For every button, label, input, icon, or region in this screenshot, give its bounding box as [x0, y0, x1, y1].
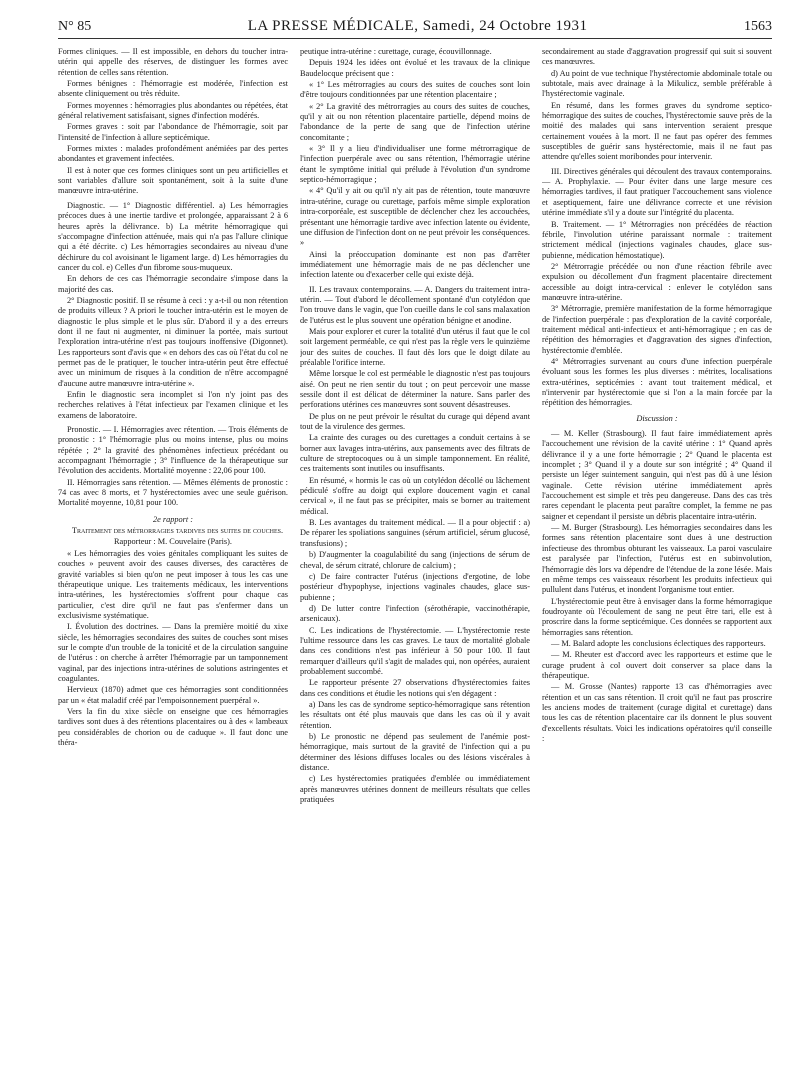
- paragraph: secondairement au stade d'aggravation progressif qui suit si souvent ces manœuvres.: [542, 47, 772, 67]
- paragraph: III. Directives générales qui découlent des travaux contemporains. — A. Prophylaxie. — Pour éviter dans une large mesure ces hémorragies tardives, il faut pratiquer l'accouchement sans violence et aseptiquement, faire une délivrance correcte et une révision utérine immédiate s'il y a doute sur l'intégrité du placenta.: [542, 166, 772, 218]
- paragraph: « 2° La gravité des métrorragies au cours des suites de couches, qu'il y ait ou non rétention placentaire partielle, dépend moins de l'abondance de la perte de sang que de l'infection utérine concomitante ;: [300, 101, 530, 142]
- paragraph: I. Évolution des doctrines. — Dans la première moitié du xixe siècle, les hémorragies secondaires des suites de couches sont mises sur le compte d'un trouble de la tonicité et de la circulation sanguine de l'utérus : on cherche à arrêter l'hémorragie par un tamponnement vaginal, par des injections intra-utérines de solutions astringentes et coagulantes.: [58, 622, 288, 683]
- section-label: 2e rapport :: [152, 514, 194, 524]
- column-2: [300, 47, 530, 1087]
- paragraph: a) Dans les cas de syndrome septico-hémorragique sans rétention les résultats ont été plus mauvais que dans les cas où il y avait rétention.: [300, 699, 530, 730]
- page-number: 1563: [743, 19, 772, 34]
- paragraph: 3° Métrorragie, première manifestation de la forme hémorragique de l'infection puerpérale : pas d'exploration de la cavité corporéale, traitement médical anti-infectieux et anti-hémorragique ; en cas de répétition des hémorragies et d'aggravation des signes d'infection, hystérectomie d'emblée.: [542, 304, 772, 355]
- rapporteur-line: Rapporteur : M. Couvelaire (Paris).: [114, 537, 232, 547]
- paragraph: B. Les avantages du traitement médical. — Il a pour objectif : a) De réparer les spoliations sanguines (sérum artificiel, sérum glucosé, transfusions) ;: [300, 518, 530, 548]
- paragraph: Hervieux (1870) admet que ces hémorragies sont conditionnées par un « état maladif créé par l'empoisonnement puerpéral ».: [58, 685, 288, 705]
- paragraph: 2° Diagnostic positif. Il se résume à ceci : y a-t-il ou non rétention de produits villeux ? A priori le toucher intra-utérin est le moyen de diagnostic le plus simple et le plus sûr. D'abord il y a des erreurs dont il ne faut ni augmenter, ni diminuer la portée, mais surtout l'exploration intra-utérine n'est pas toujours inoffensive (Digonnet). Les rapporteurs sont d'avis que « en dehors des cas où l'état du col ne permet pas de le pratiquer, le toucher intra-utérin peut être effectué avec un minimum de risques à la condition de n'être accompagné d'aucune autre manœuvre intra-utérine ».: [58, 295, 288, 388]
- paragraph: — M. Rheuter est d'accord avec les rapporteurs et estime que le curage prudent à col ouvert doit conserver sa place dans la thérapeutique.: [542, 650, 772, 680]
- paragraph: L'hystérectomie peut être à envisager dans la forme hémorragique foudroyante où l'écoulement de sang ne peut être tari, elle est à proscrire dans la forme septicémique. Ces données se rapportent aux hémorragies sans rétention.: [542, 596, 772, 637]
- paragraph: b) D'augmenter la coagulabilité du sang (injections de sérum de cheval, de sérum citraté, chlorure de calcium) ;: [300, 550, 530, 570]
- paragraph: « 3° Il y a lieu d'individualiser une forme métrorragique de l'infection puerpérale avec ou sans rétention, l'hémorragie utérine étant le symptôme initial qui prélude à l'évolution d'un syndrome septico-hémorragique ;: [300, 144, 530, 185]
- paragraph: Formes graves : soit par l'abondance de l'hémorragie, soit par l'intensité de l'infection à allure septicémique.: [58, 122, 288, 142]
- paragraph: B. Traitement. — 1° Métrorragies non précédées de réaction fébrile, l'involution utérine paraissant normale : traitement strictement médical (injections vaginales chaudes, glace sus-pubienne, médication hémostatique).: [542, 219, 772, 260]
- column-3: [542, 47, 772, 1087]
- paragraph: Ainsi la préoccupation dominante est non pas d'arrêter immédiatement une hémorragie mais de ne pas déclencher une infection latente ou d'exacerber celle qui existe déjà.: [300, 249, 530, 280]
- paragraph: Formes cliniques. — Il est impossible, en dehors du toucher intra-utérin qui appelle des réserves, de distinguer les formes avec rétention de celles sans rétention.: [58, 47, 288, 77]
- paragraph: En dehors de ces cas l'hémorragie secondaire s'impose dans la majorité des cas.: [58, 274, 288, 294]
- paragraph: — M. Balard adopte les conclusions éclectiques des rapporteurs.: [551, 638, 766, 648]
- paragraph: — M. Grosse (Nantes) rapporte 13 cas d'hémorragies avec rétention et un cas sans rétention. Il croit qu'il ne faut pas proscrire les anciens modes de traitement (curage digital et curettage) dans tous les cas de rétention placentaire car ils donnent le plus souvent d'excellents résultats. Voici les indications opératoires qu'il conseille :: [542, 682, 772, 743]
- paragraph: Même lorsque le col est perméable le diagnostic n'est pas toujours aisé. On peut ne rien sentir du tout ; on peut percevoir une masse sessile dont il est délicat de déterminer la nature. Sans parler des perforations utérines ces manœuvres sont souvent désastreuses.: [300, 369, 530, 410]
- section-title: Traitement des métrorragies tardives des suites de couches.: [71, 526, 284, 536]
- paragraph: — M. Keller (Strasbourg). Il faut faire immédiatement après l'accouchement une révision de la cavité utérine : 1° Quand après délivrance il y a une forte hémorragie ; 2° Quand le placenta est incomplet ; 3° Quand il y a doute sur son intégrité ; 4° Quand il persiste un léger suintement sanguin, qui n'est pas dû à une lésion vaginale. Cette révision utérine immédiatement après l'accouchement est simple et très peu dangereuse. Dans des cas très rares cependant le placenta peut paraître complet, la femme ne pas saigner et cependant il persiste un débris placentaire intra-utérin.: [542, 429, 772, 521]
- paragraph: — M. Burger (Strasbourg). Les hémorragies secondaires dans les formes sans rétention placentaire sont dues à une destruction infectieuse des thrombus obturant les vaisseaux. La paroi vasculaire est paralysée par l'infection, l'utérus est en subinvolution, l'hémorragie dès lors va dépendre de l'étendue de la zone lésée. Mais en même temps ces vaisseaux résorbent les produits infectieux qui pullulent dans l'utérus, et inondent l'organisme tout entier.: [542, 523, 772, 595]
- paragraph: Enfin le diagnostic sera incomplet si l'on n'y joint pas des recherches relatives à l'état infectieux par l'examen clinique et les examens de laboratoire.: [58, 390, 288, 420]
- journal-title: LA PRESSE MÉDICALE, Samedi, 24 Octobre 1931: [247, 18, 588, 34]
- paragraph: « 4° Qu'il y ait ou qu'il n'y ait pas de rétention, toute manœuvre intra-utérine, curage ou curettage, parfois même simple exploration intra-corporéale, est susceptible de déclencher chez les accouchées, présentant une hémorragie tardive avec infection latente ou évidente, une diffusion de l'infection dont on ne peut prévoir les conséquences. »: [300, 186, 530, 248]
- paragraph: d) Au point de vue technique l'hystérectomie abdominale totale ou subtotale, mais avec drainage à la Mikulicz, semble préférable à l'hystérectomie vaginale.: [542, 68, 772, 99]
- paragraph: Mais pour explorer et curer la totalité d'un utérus il faut que le col soit largement perméable, ce qui n'est pas la règle vers le quinzième jour des suites de couches. Il faut dès lors que le doigt dilate au préalable l'orifice interne.: [300, 326, 530, 367]
- paragraph: Vers la fin du xixe siècle on enseigne que ces hémorragies tardives sont dues à des rétentions placentaires ou à des « lambeaux peu considérables de chorion ou de caduque ». Il faut donc une théra-: [58, 706, 288, 747]
- paragraph: II. Les travaux contemporains. — A. Dangers du traitement intra-utérin. — Tout d'abord le décollement spontané d'un cotylédon que l'on trouve dans le vagin, que l'on cueille dans le col sans malaxation de l'utérus est le plus souvent une opération bénigne et anodine.: [300, 284, 530, 325]
- paragraph: « Les hémorragies des voies génitales compliquant les suites de couches » peuvent avoir des causes diverses, des caractères de gravité variables si bien qu'on ne peut imposer à tous les cas une thérapeutique unique. Les traitements médicaux, les interventions intra-utérines, les hystérectomies s'offrent pour chaque cas particulier, c'est dire qu'il ne faut pas s'enfermer dans un exclusivisme systématique.: [58, 548, 288, 620]
- paragraph: b) Le pronostic ne dépend pas seulement de l'anémie post-hémorragique, mais surtout de la gravité de l'infection qui a pu déterminer des lésions diffuses locales ou des lésions viscérales à distance.: [300, 732, 530, 773]
- paragraph: c) De faire contracter l'utérus (injections d'ergotine, de lobe postérieur d'hypophyse, injections vaginales chaudes, glace sus-pubienne ;: [300, 571, 530, 602]
- paragraph: Formes mixtes : malades profondément anémiées par des pertes abondantes et gravement infectées.: [58, 144, 288, 164]
- paragraph: 4° Métrorragies survenant au cours d'une infection puerpérale évoluant sous les formes les plus diverses : métrites, localisations extra-utérines, septicémies : avant tout traitement médical, et n'intervenir par hystérectomie que si l'on a la main forcée par la répétition des hémorragies.: [542, 356, 772, 408]
- column-1: [58, 47, 288, 1087]
- paragraph: De plus on ne peut prévoir le résultat du curage qui dépend avant tout de la virulence des germes.: [300, 411, 530, 432]
- paragraph: Pronostic. — I. Hémorragies avec rétention. — Trois éléments de pronostic : 1° l'hémorragie plus ou moins intense, plus ou moins répétée ; 2° la gravité des phénomènes infectieux précédant ou accompagnant l'hémorragie ; 3° l'influence de la thérapeutique sur l'évolution des accidents. Mortalité moyenne : 22,06 pour 100.: [58, 425, 288, 476]
- paragraph: 2° Métrorragie précédée ou non d'une réaction fébrile avec expulsion ou décollement d'un fragment placentaire directement accessible au doigt intra-cervical : enlever le cotylédon sans manœuvre intra-utérine.: [542, 261, 772, 302]
- paragraph: II. Hémorragies sans rétention. — Mêmes éléments de pronostic : 74 cas avec 8 morts, et 7 hystérectomies avec une seule guérison. Mortalité moyenne, 10,81 pour 100.: [58, 477, 288, 508]
- text-columns: [58, 47, 772, 1087]
- paragraph: Formes moyennes : hémorragies plus abondantes ou répétées, état général relativement satisfaisant, signes d'infection modérés.: [58, 100, 288, 121]
- paragraph: En résumé, « hormis le cas où un cotylédon décollé ou lâchement pédiculé s'offre au doigt qui explore doucement vagin et canal cervical », il ne faut pas se précipiter, mais se borner au traitement médical.: [300, 475, 530, 516]
- paragraph: c) Les hystérectomies pratiquées d'emblée ou immédiatement après manœuvres utérines donnent de meilleurs résultats que celles pratiquées: [300, 774, 530, 805]
- paragraph: d) De lutter contre l'infection (sérothérapie, vaccinothérapie, arsenicaux).: [300, 603, 530, 624]
- paragraph: « 1° Les métrorragies au cours des suites de couches sont loin d'être toujours conditionnées par une rétention placentaire ;: [300, 80, 530, 100]
- paragraph: Formes bénignes : l'hémorragie est modérée, l'infection est absente cliniquement ou très réduite.: [58, 79, 288, 99]
- issue-number: N° 85: [58, 19, 92, 34]
- paragraph: En résumé, dans les formes graves du syndrome septico-hémorragique des suites de couches, l'hystérectomie sauve près de la moitié des malades qui sans intervention seraient presque certainement vouées à la mort. Il ne faut pas opérer des femmes susceptibles de guérir sans hystérectomie, mais il ne faut pas attendre qu'elles soient moribondes pour intervenir.: [542, 100, 772, 162]
- paragraph: C. Les indications de l'hystérectomie. — L'hystérectomie reste l'ultime ressource dans les cas graves. Le taux de mortalité globale dans ces conditions n'est pas inférieur à 50 pour 100. Il faut remarquer d'ailleurs qu'il s'agit de malades qui, non opérées, auraient probablement succombé.: [300, 625, 530, 676]
- paragraph: peutique intra-utérine : curettage, curage, écouvillonnage.: [300, 47, 492, 56]
- paragraph: La crainte des curages ou des curettages a conduit certains à se borner aux lavages intra-utérins, aux pansements avec des filtrats de culture de streptocoques ou à un simple tamponnement. En réalité, ces traitements sont inutiles ou insuffisants.: [300, 433, 530, 474]
- paragraph: Le rapporteur présente 27 observations d'hystérectomies faites dans ces conditions et étudie les notions qui s'en dégagent :: [300, 678, 530, 698]
- discussion-heading: Discussion :: [636, 413, 678, 423]
- paragraph: Il est à noter que ces formes cliniques sont un peu artificielles et sont variables d'allure soit spontanément, soit à la suite d'une manœuvre intra-utérine.: [58, 165, 288, 196]
- paragraph: Diagnostic. — 1° Diagnostic différentiel. a) Les hémorragies précoces dues à une inertie tardive et prolongée, apparaissant 2 à 6 heures après la délivrance. b) La métrite hémorragique qui s'accompagne d'infection atténuée, mais qui n'a pas l'allure clinique qui a été décrite. c) Les hémorragies secondaires au niveau d'une déchirure du col avoisinant le ligament large. d) Les hémorragies du cancer du col. e) Celles d'un fibrome sous-muqueux.: [58, 200, 288, 272]
- paragraph: Depuis 1924 les idées ont évolué et les travaux de la clinique Baudelocque précisent que :: [300, 58, 530, 78]
- page-header: [58, 18, 772, 39]
